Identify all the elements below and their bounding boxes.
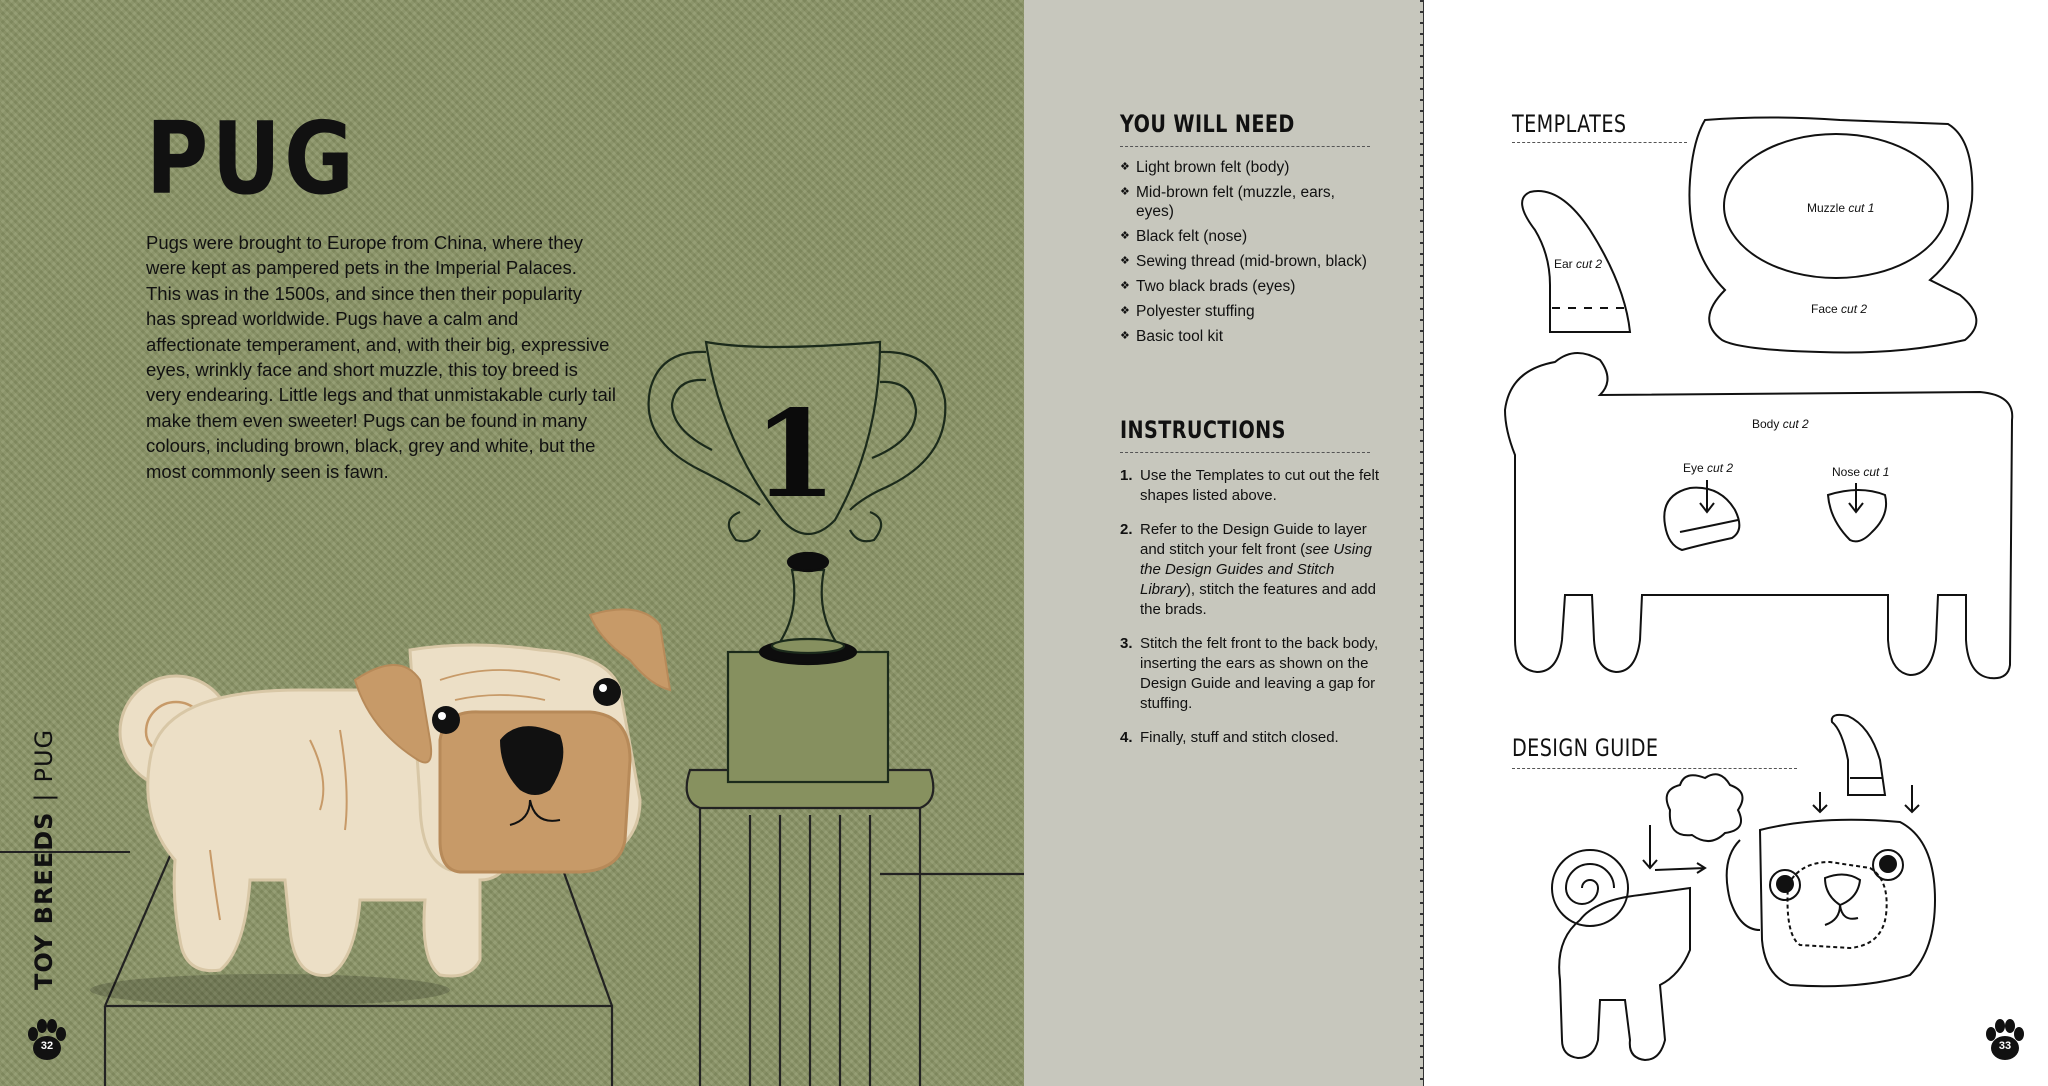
paw-bullet-icon: ❖ <box>1120 280 1130 292</box>
eye-label: Eye cut 2 <box>1683 461 1734 475</box>
list-item: ❖ Polyester stuffing <box>1120 303 1255 320</box>
paw-bullet-icon: ❖ <box>1120 330 1130 342</box>
trophy-number: 1 <box>753 384 837 525</box>
list-item: ❖ Basic tool kit <box>1120 328 1224 345</box>
paw-bullet-icon: ❖ <box>1120 230 1130 242</box>
list-item: ❖ Light brown felt (body) <box>1120 159 1290 176</box>
body-label: Body cut 2 <box>1752 417 1809 431</box>
page-number-left: 32 <box>40 1040 54 1052</box>
dashed-rule <box>1512 768 1797 769</box>
page-title: PUG <box>146 100 358 217</box>
side-running-head <box>30 729 58 990</box>
side-section-label: TOY BREEDS <box>30 811 58 990</box>
felt-pug-photo <box>90 609 670 1006</box>
list-item: ❖ Sewing thread (mid-brown, black) <box>1120 253 1367 270</box>
side-separator: | <box>30 792 58 802</box>
design-guide-heading: DESIGN GUIDE <box>1512 734 1659 762</box>
paw-icon-right <box>1982 1018 2028 1064</box>
instructions-heading: INSTRUCTIONS <box>1120 416 1286 444</box>
list-item: 3. Stitch the felt front to the back body, inserting the ears as shown on the Design Guide and leaving a gap for stuffing. <box>1120 635 1379 712</box>
list-item: 4. Finally, stuff and stitch closed. <box>1120 729 1339 746</box>
templates-heading: TEMPLATES <box>1512 110 1627 138</box>
list-item: ❖ Black felt (nose) <box>1120 228 1248 245</box>
dashed-rule <box>1120 146 1370 147</box>
list-item: 2. Refer to the Design Guide to layer and stitch your felt front (see Using the Design Guides and Stitch Library), stitch the features and add the brads. <box>1120 521 1376 618</box>
instructions-list <box>1120 466 1380 762</box>
side-subsection-label: PUG <box>30 728 58 783</box>
paw-icon-left <box>24 1018 70 1064</box>
paw-bullet-icon: ❖ <box>1120 186 1130 198</box>
intro-paragraph: Pugs were brought to Europe from China, where they were kept as pampered pets in the Imperial Palaces. This was in the 1500s, and since then their popularity has spread worldwide. Pugs have a calm and affectionate temperament, and, with their big, expressive eyes, wrinkly face and short muzzle, this toy breed is very endearing. Little legs and that unmistakable curly tail make them even sweeter! Pugs can be found in many colours, including brown, black, grey and white, but the most commonly seen is fawn. <box>146 232 616 482</box>
nose-label: Nose cut 1 <box>1832 465 1890 479</box>
list-item: ❖ Mid-brown felt (muzzle, ears, eyes) <box>1120 184 1335 220</box>
materials-list <box>1120 158 1370 352</box>
pedestal <box>687 770 1024 1086</box>
ear-label: Ear cut 2 <box>1554 257 1603 271</box>
dashed-rule <box>1512 142 1687 143</box>
list-item: ❖ Two black brads (eyes) <box>1120 278 1296 295</box>
you-will-need-heading: YOU WILL NEED <box>1120 110 1295 138</box>
right-page-background <box>1424 0 2048 1086</box>
list-item: 1. Use the Templates to cut out the felt shapes listed above. <box>1120 467 1380 504</box>
paw-bullet-icon: ❖ <box>1120 161 1130 173</box>
page-number-right: 33 <box>1998 1040 2012 1052</box>
face-label: Face cut 2 <box>1811 302 1868 316</box>
paw-bullet-icon: ❖ <box>1120 305 1130 317</box>
paw-bullet-icon: ❖ <box>1120 255 1130 267</box>
muzzle-label: Muzzle cut 1 <box>1807 201 1875 215</box>
dashed-rule <box>1120 452 1370 453</box>
